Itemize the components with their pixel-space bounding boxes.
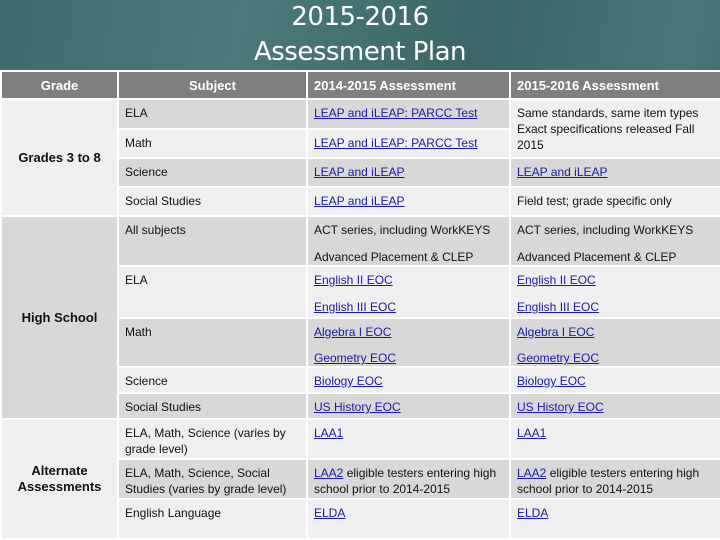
link[interactable]: ELDA — [314, 506, 346, 520]
link[interactable]: Algebra I EOC — [517, 325, 595, 339]
link[interactable]: US History EOC — [517, 400, 604, 414]
link[interactable]: LAA1 — [517, 426, 547, 440]
header-grade: Grade — [1, 71, 118, 99]
link[interactable]: Biology EOC — [314, 374, 383, 388]
link[interactable]: Biology EOC — [517, 374, 586, 388]
subject-cell: Math — [118, 129, 307, 158]
table-row: High School All subjects ACT series, including WorkKEYS Advanced Placement & CLEP ACT series, including WorkKEYS Advanced Placement & CLEP — [1, 216, 720, 266]
group-high-school: High School — [1, 216, 118, 419]
link[interactable]: ELDA — [517, 506, 549, 520]
assessment-table — [0, 70, 720, 540]
table-row: ELA, Math, Science, Social Studies (varies by grade level) LAA2 eligible testers entering high school prior to 2014-2015 LAA2 eligible testers entering high school prior to 2014-2015 — [1, 459, 720, 499]
assessment-cell: Field test; grade specific only — [510, 187, 720, 216]
link[interactable]: English III EOC — [314, 300, 397, 314]
link[interactable]: LEAP and iLEAP — [314, 194, 405, 208]
subject-cell: ELA, Math, Science, Social Studies (varies by grade level) — [118, 459, 307, 499]
link[interactable]: English II EOC — [314, 273, 393, 287]
link[interactable]: LEAP and iLEAP — [314, 165, 405, 179]
subject-cell: ELA, Math, Science (varies by grade level) — [118, 419, 307, 459]
link[interactable]: LAA2 — [517, 466, 547, 480]
link[interactable]: Algebra I EOC — [314, 325, 392, 339]
subject-cell: Social Studies — [118, 393, 307, 419]
link[interactable]: LAA2 — [314, 466, 344, 480]
link[interactable]: English III EOC — [517, 300, 600, 314]
subject-cell: Math — [118, 318, 307, 367]
header-2015: 2015-2016 Assessment — [510, 71, 720, 99]
group-alternate: Alternate Assessments — [1, 419, 118, 539]
link[interactable]: LEAP and iLEAP: PARCC Test — [314, 106, 478, 120]
subject-cell: Social Studies — [118, 187, 307, 216]
link[interactable]: Geometry EOC — [517, 351, 600, 365]
table-row — [1, 99, 720, 129]
link[interactable]: English II EOC — [517, 273, 596, 287]
link[interactable]: LEAP and iLEAP — [517, 165, 608, 179]
subject-cell: Science — [118, 367, 307, 393]
link[interactable]: LAA1 — [314, 426, 344, 440]
link[interactable]: LEAP and iLEAP: PARCC Test — [314, 136, 478, 150]
page-title: 2015-2016 Assessment Plan — [253, 2, 467, 67]
subject-cell: English Language — [118, 499, 307, 539]
link[interactable]: Geometry EOC — [314, 351, 397, 365]
header-row — [1, 71, 720, 99]
header-2014: 2014-2015 Assessment — [307, 71, 510, 99]
header-subject: Subject — [118, 71, 307, 99]
subject-cell: Science — [118, 158, 307, 187]
link[interactable]: US History EOC — [314, 400, 401, 414]
subject-cell: ELA — [118, 99, 307, 129]
group-grades-3-8: Grades 3 to 8 — [1, 99, 118, 216]
subject-cell: All subjects — [118, 216, 307, 266]
assessment-cell: Same standards, same item types Exact specifications released Fall 2015 — [510, 99, 720, 158]
subject-cell: ELA — [118, 266, 307, 318]
table-row — [1, 419, 720, 459]
